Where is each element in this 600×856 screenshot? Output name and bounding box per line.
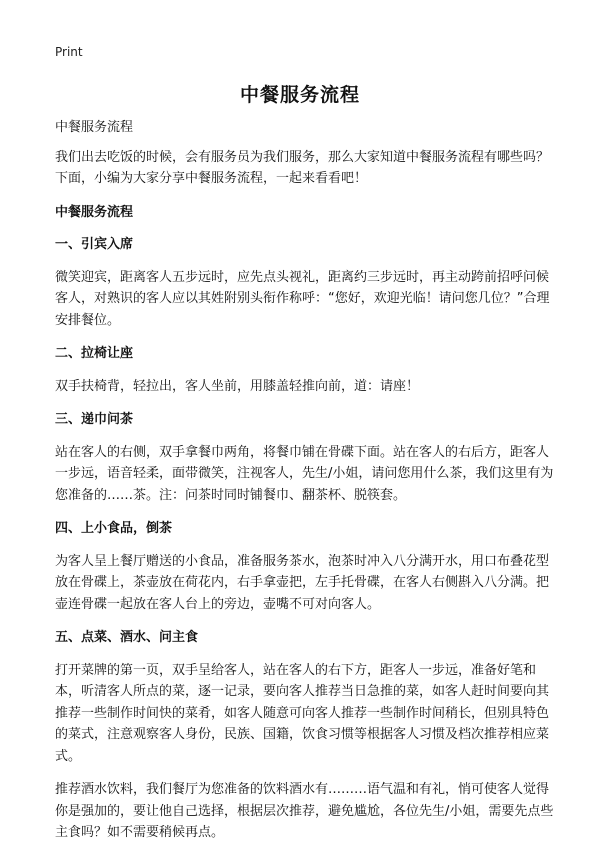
section-paragraph: 推荐酒水饮料，我们餐厅为您准备的饮料酒水有………语气温和有礼，悄可使客人觉得你是强加的，要让他自己选择，根据层次推荐，避免尴尬，各位先生/小姐，需要先点些主食吗？如不需要稍候再点。 (55, 782, 554, 840)
section-heading: 二、拉椅让座 (55, 346, 134, 361)
section-heading: 四、上小食品，倒茶 (55, 521, 173, 536)
print-link[interactable]: Print (55, 45, 83, 59)
article-body (55, 117, 555, 856)
section-heading: 五、点菜、酒水、问主食 (55, 630, 199, 645)
subtitle: 中餐服务流程 (55, 120, 134, 135)
section-paragraph: 微笑迎宾，距离客人五步远时，应先点头视礼，距离约三步远时，再主动跨前招呼问候客人，对熟识的客人应以其姓附别头衔作称呼：“您好，欢迎光临！请问您几位？”合理安排餐位。 (55, 269, 550, 328)
page-title: 中餐服务流程 (239, 84, 360, 106)
section-paragraph: 打开菜牌的第一页，双手呈给客人，站在客人的右下方，距客人一步远，准备好笔和本，听清客人所点的菜，逐一记录，要向客人推荐当日急推的菜，如客人赶时间要向其推荐一些制作时间快的菜肴，如客人随意可向客人推荐一些制作时间稍长，但别具特色的菜式，注意观察客人身份，民族、国籍，饮食习惯等根据客人习惯及档次推荐相应菜式。 (55, 662, 550, 764)
section-paragraph: 双手扶椅背，轻拉出，客人坐前，用膝盖轻推向前，道：请座！ (55, 378, 420, 394)
section-heading: 三、递巾问茶 (55, 412, 134, 427)
section-heading: 一、引宾入席 (55, 237, 134, 252)
section-paragraph: 站在客人的右侧，双手拿餐巾两角，将餐巾铺在骨碟下面。站在客人的右后方，距客人一步远，语音轻柔，面带微笑，注视客人，先生/小姐，请问您用什么茶，我们这里有为您准备的……茶。注：问茶时同时铺餐巾、翻茶杯、脱筷套。 (55, 444, 554, 503)
main-heading: 中餐服务流程 (55, 204, 134, 220)
intro-paragraph: 我们出去吃饭的时候，会有服务员为我们服务，那么大家知道中餐服务流程有哪些吗？下面，小编为大家分享中餐服务流程，一起来看看吧！ (55, 149, 550, 186)
section-paragraph: 为客人呈上餐厅赠送的小食品，准备服务茶水，泡茶时冲入八分满开水，用口布叠花型放在骨碟上，茶壶放在荷花内，右手拿壶把，左手托骨碟，在客人右侧斟入八分满。把壶连骨碟一起放在客人台上的旁边，壶嘴不可对向客人。 (55, 553, 550, 612)
